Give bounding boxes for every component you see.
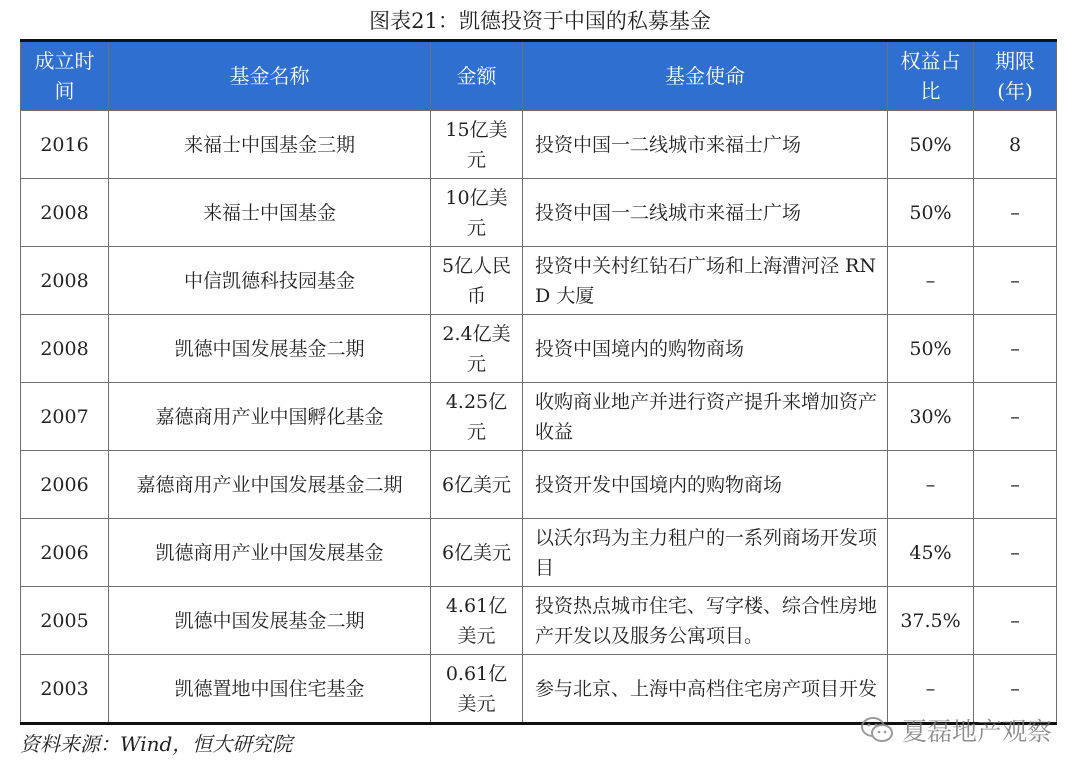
watermark <box>860 712 1052 748</box>
cell-amount: 6亿美元 <box>431 519 523 587</box>
cell-equity: 50% <box>888 315 974 383</box>
table-row <box>21 111 1057 179</box>
cell-amount: 0.61亿美元 <box>431 655 523 724</box>
cell-equity: – <box>888 451 974 519</box>
cell-mission: 参与北京、上海中高档住宅房产项目开发 <box>523 655 888 724</box>
cell-term: – <box>974 587 1057 655</box>
cell-mission: 收购商业地产并进行资产提升来增加资产收益 <box>523 383 888 451</box>
cell-name: 凯德中国发展基金二期 <box>109 315 431 383</box>
table-row <box>21 315 1057 383</box>
cell-term: – <box>974 179 1057 247</box>
header-term: 期限(年) <box>974 41 1057 111</box>
header-equity: 权益占比 <box>888 41 974 111</box>
cell-name: 来福士中国基金三期 <box>109 111 431 179</box>
cell-mission: 投资中国境内的购物商场 <box>523 315 888 383</box>
fund-table <box>20 39 1057 725</box>
cell-term: – <box>974 655 1057 724</box>
cell-equity: 50% <box>888 111 974 179</box>
cell-term: – <box>974 451 1057 519</box>
table-row <box>21 179 1057 247</box>
cell-year: 2003 <box>21 655 109 724</box>
cell-mission: 投资中国一二线城市来福士广场 <box>523 111 888 179</box>
cell-equity: 30% <box>888 383 974 451</box>
header-mission: 基金使命 <box>523 41 888 111</box>
header-year: 成立时间 <box>21 41 109 111</box>
cell-equity: – <box>888 247 974 315</box>
header-row <box>21 41 1057 111</box>
cell-name: 凯德中国发展基金二期 <box>109 587 431 655</box>
table-row <box>21 519 1057 587</box>
cell-amount: 10亿美元 <box>431 179 523 247</box>
cell-equity: 50% <box>888 179 974 247</box>
table-row <box>21 587 1057 655</box>
cell-year: 2008 <box>21 247 109 315</box>
cell-term: – <box>974 247 1057 315</box>
cell-year: 2016 <box>21 111 109 179</box>
cell-year: 2006 <box>21 519 109 587</box>
wechat-icon <box>860 716 894 744</box>
watermark-text: 夏磊地产观察 <box>901 717 1052 746</box>
cell-mission: 以沃尔玛为主力租户的一系列商场开发项目 <box>523 519 888 587</box>
cell-amount: 2.4亿美元 <box>431 315 523 383</box>
cell-name: 中信凯德科技园基金 <box>109 247 431 315</box>
cell-name: 来福士中国基金 <box>109 179 431 247</box>
table-title: 图表21：凯德投资于中国的私募基金 <box>369 9 711 33</box>
cell-equity: 37.5% <box>888 587 974 655</box>
cell-amount: 4.25亿元 <box>431 383 523 451</box>
cell-name: 凯德商用产业中国发展基金 <box>109 519 431 587</box>
cell-amount: 5亿人民币 <box>431 247 523 315</box>
cell-mission: 投资热点城市住宅、写字楼、综合性房地产开发以及服务公寓项目。 <box>523 587 888 655</box>
cell-amount: 15亿美元 <box>431 111 523 179</box>
cell-year: 2006 <box>21 451 109 519</box>
cell-year: 2008 <box>21 179 109 247</box>
header-amount: 金额 <box>431 41 523 111</box>
source-note: 资料来源：Wind，恒大研究院 <box>20 732 293 756</box>
cell-mission: 投资中国一二线城市来福士广场 <box>523 179 888 247</box>
cell-year: 2008 <box>21 315 109 383</box>
cell-term: – <box>974 519 1057 587</box>
cell-name: 嘉德商用产业中国发展基金二期 <box>109 451 431 519</box>
table-row <box>21 383 1057 451</box>
table-row <box>21 247 1057 315</box>
table-body <box>21 111 1057 724</box>
cell-year: 2007 <box>21 383 109 451</box>
cell-year: 2005 <box>21 587 109 655</box>
cell-name: 嘉德商用产业中国孵化基金 <box>109 383 431 451</box>
cell-equity: – <box>888 655 974 724</box>
cell-term: 8 <box>974 111 1057 179</box>
header-name: 基金名称 <box>109 41 431 111</box>
cell-equity: 45% <box>888 519 974 587</box>
cell-term: – <box>974 315 1057 383</box>
cell-amount: 4.61亿美元 <box>431 587 523 655</box>
cell-name: 凯德置地中国住宅基金 <box>109 655 431 724</box>
cell-amount: 6亿美元 <box>431 451 523 519</box>
table-row <box>21 451 1057 519</box>
cell-mission: 投资开发中国境内的购物商场 <box>523 451 888 519</box>
cell-term: – <box>974 383 1057 451</box>
cell-mission: 投资中关村红钻石广场和上海漕河泾 RND 大厦 <box>523 247 888 315</box>
